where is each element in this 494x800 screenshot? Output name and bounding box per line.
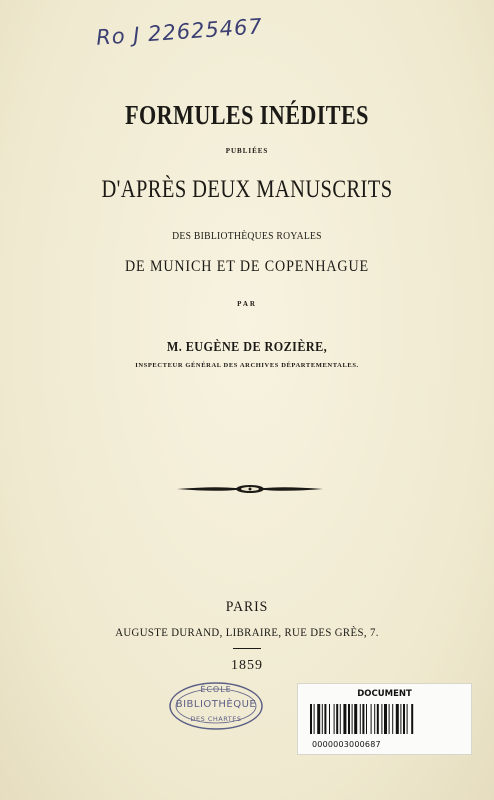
stamp-bottom-text: DES CHARTES: [190, 715, 242, 723]
subtitle: D'APRÈS DEUX MANUSCRITS: [101, 176, 393, 203]
par-label: PAR: [237, 300, 257, 308]
barcode-number: 0000003000687: [312, 740, 381, 749]
publiees-label: PUBLIÉES: [225, 147, 269, 155]
imprint-year: 1859: [231, 658, 263, 673]
stamp-middle-text: BIBLIOTHÈQUE: [175, 699, 257, 710]
imprint-publisher: AUGUSTE DURAND, LIBRAIRE, RUE DES GRÈS, 7.: [115, 625, 379, 639]
imprint-place: PARIS: [225, 599, 269, 615]
author-title: INSPECTEUR GÉNÉRAL DES ARCHIVES DÉPARTEMENTALES.: [135, 362, 359, 369]
cities-line: DE MUNICH ET DE COPENHAGUE: [125, 258, 369, 275]
barcode-document-label: DOCUMENT: [357, 689, 412, 699]
library-stamp: [167, 680, 265, 732]
ornament-divider-icon: [175, 482, 325, 496]
stamp-top-text: ÉCOLE: [200, 685, 232, 694]
imprint-rule: [233, 648, 261, 649]
main-title: FORMULES INÉDITES: [125, 100, 369, 130]
author-name: M. EUGÈNE DE ROZIÈRE,: [166, 339, 328, 354]
barcode-label: [297, 683, 472, 755]
handwritten-shelfmark: Ro J 22625467: [95, 14, 264, 50]
libraries-line: DES BIBLIOTHÈQUES ROYALES: [172, 231, 322, 242]
barcode-icon: [310, 704, 460, 734]
